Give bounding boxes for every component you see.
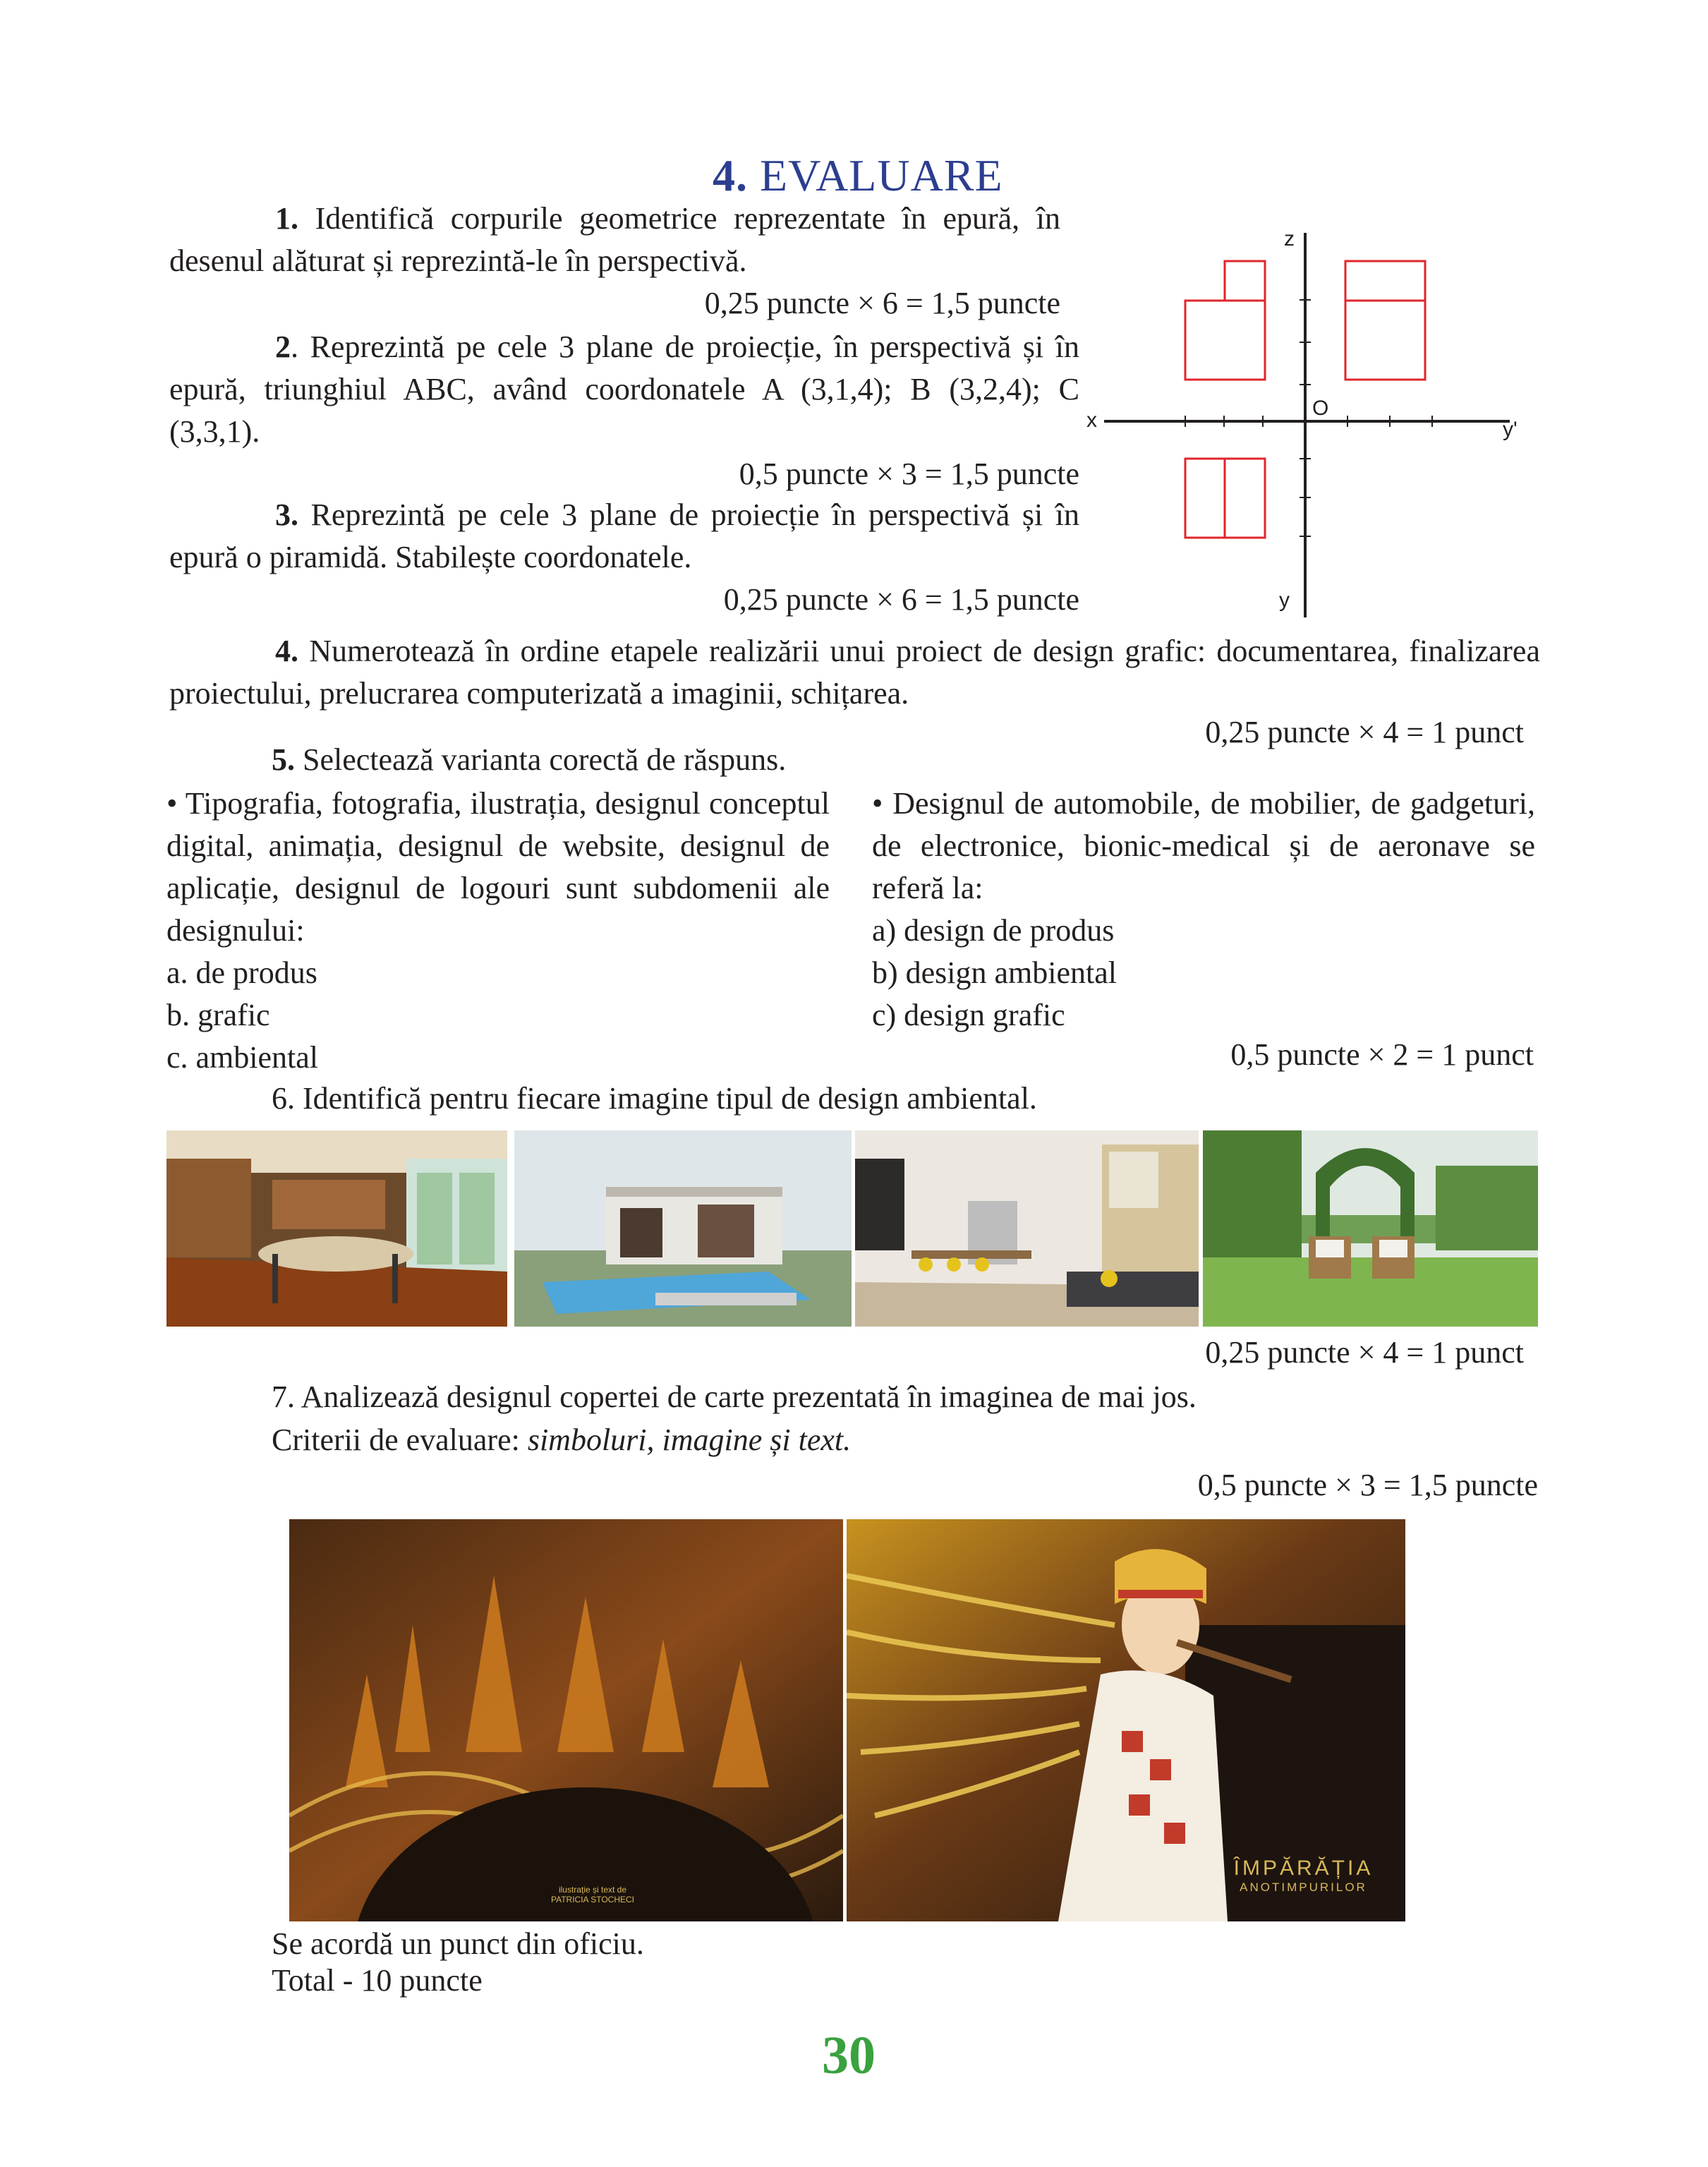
question-5-score: 0,5 puncte × 2 = 1 punct — [1230, 1037, 1534, 1072]
page-title — [713, 150, 1003, 202]
page-number: 30 — [822, 2026, 876, 2085]
question-5-body: Selectează varianta corectă de răspuns. — [295, 742, 787, 777]
question-2-text — [169, 326, 1079, 453]
question-5-left-option-c: c. ambiental — [166, 1040, 319, 1075]
question-1-score: 0,25 puncte × 6 = 1,5 puncte — [704, 286, 1060, 320]
heading-number: 4. — [713, 150, 748, 200]
heading-text: EVALUARE — [760, 150, 1003, 200]
question-7-criteria-label: Criterii de evaluare: — [272, 1423, 528, 1457]
cover-credit — [533, 1885, 653, 1905]
question-5-left-column — [166, 783, 830, 1079]
question-2-score: 0,5 puncte × 3 = 1,5 puncte — [739, 457, 1079, 491]
cover-title-line1: ÎMPĂRĂȚIA — [1233, 1857, 1374, 1880]
axis-label-y: y — [1279, 588, 1290, 612]
question-5-left-option-a: a. de produs — [166, 955, 317, 990]
photo-kitchen-interior — [166, 1130, 507, 1327]
question-1-number: 1. — [275, 201, 298, 236]
photo-garden-landscape — [1203, 1130, 1538, 1327]
cover-title-line2: ANOTIMPURILOR — [1240, 1881, 1367, 1894]
question-5-right-stem: • Designul de automobile, de mobilier, de gadgeturi, de electronice, bionic-medical și de aeronave se referă la: — [872, 786, 1535, 905]
question-7-text: 7. Analizează designul copertei de carte prezentată în imaginea de mai jos. — [272, 1380, 1197, 1414]
question-2-body: . Reprezintă pe cele 3 plane de proiecție, în perspectivă și în epură, triunghiul ABC, având coordonatele A (3,1,4); B (3,2,4); C (3,3,1). — [169, 330, 1079, 449]
question-1-body: Identifică corpurile geometrice reprezentate în epură, în desenul alăturat și reprezintă-le în perspectivă. — [169, 201, 1060, 278]
question-7-criteria-value: simboluri, imagine și text. — [527, 1423, 852, 1457]
question-4-text — [169, 630, 1540, 715]
question-4-score: 0,25 puncte × 4 = 1 punct — [1205, 715, 1524, 749]
front-view-top — [1225, 261, 1265, 301]
cover-credit-line1: ilustrație și text de — [558, 1885, 627, 1895]
question-7-score: 0,5 puncte × 3 = 1,5 puncte — [1197, 1468, 1538, 1502]
book-cover-back — [289, 1519, 843, 1921]
question-5-right-option-b: b) design ambiental — [872, 955, 1118, 990]
question-7-criteria — [272, 1419, 851, 1461]
question-5-right-column — [872, 783, 1535, 1037]
question-3-text — [169, 494, 1079, 579]
book-cover-front — [847, 1519, 1405, 1921]
question-5-right-option-c: c) design grafic — [872, 998, 1065, 1032]
question-5-number: 5. — [272, 742, 295, 777]
question-4-number: 4. — [275, 634, 298, 668]
axis-label-z: z — [1284, 227, 1295, 250]
question-5-right-option-a: a) design de produs — [872, 913, 1115, 948]
question-4 — [169, 630, 1540, 715]
question-2-number: 2 — [275, 330, 291, 364]
question-5-left-option-b: b. grafic — [166, 998, 270, 1032]
question-3-score: 0,25 puncte × 6 = 1,5 puncte — [723, 582, 1079, 617]
question-2 — [169, 326, 1079, 495]
origin-label: O — [1312, 397, 1329, 420]
question-6-score: 0,25 puncte × 4 = 1 punct — [1205, 1335, 1524, 1370]
cover-credit-line2: PATRICIA STOCHECI — [550, 1895, 635, 1905]
total-points: Total - 10 puncte — [272, 1963, 483, 1998]
question-4-body: Numerotează în ordine etapele realizării unui proiect de design grafic: documentarea, finalizarea proiectului, prelucrarea computerizată a imaginii, schițarea. — [169, 634, 1540, 711]
question-5-text — [272, 739, 786, 781]
question-1 — [169, 198, 1060, 325]
side-view-box — [1345, 261, 1425, 380]
question-5-left-stem: • Tipografia, fotografia, ilustrația, designul conceptul digital, animația, designul de website, designul de aplicație, designul de logouri sunt subdomenii ale designului: — [166, 786, 830, 948]
bonus-point-note: Se acordă un punct din oficiu. — [272, 1926, 644, 1961]
question-1-text — [169, 198, 1060, 282]
photo-modern-house-pool — [514, 1130, 852, 1327]
question-6-text: 6. Identifică pentru fiecare imagine tipul de design ambiental. — [272, 1081, 1037, 1116]
front-view-box — [1185, 301, 1265, 380]
axis-label-y-prime: y' — [1503, 418, 1518, 441]
question-3-body: Reprezintă pe cele 3 plane de proiecție în perspectivă și în epură o piramidă. Stabilește coordonatele. — [169, 497, 1079, 574]
question-3 — [169, 494, 1079, 621]
question-3-number: 3. — [275, 497, 298, 532]
cover-title — [1221, 1857, 1386, 1895]
axis-label-x: x — [1086, 409, 1097, 432]
epure-diagram — [1079, 212, 1531, 628]
photo-living-room-interior — [855, 1130, 1199, 1327]
